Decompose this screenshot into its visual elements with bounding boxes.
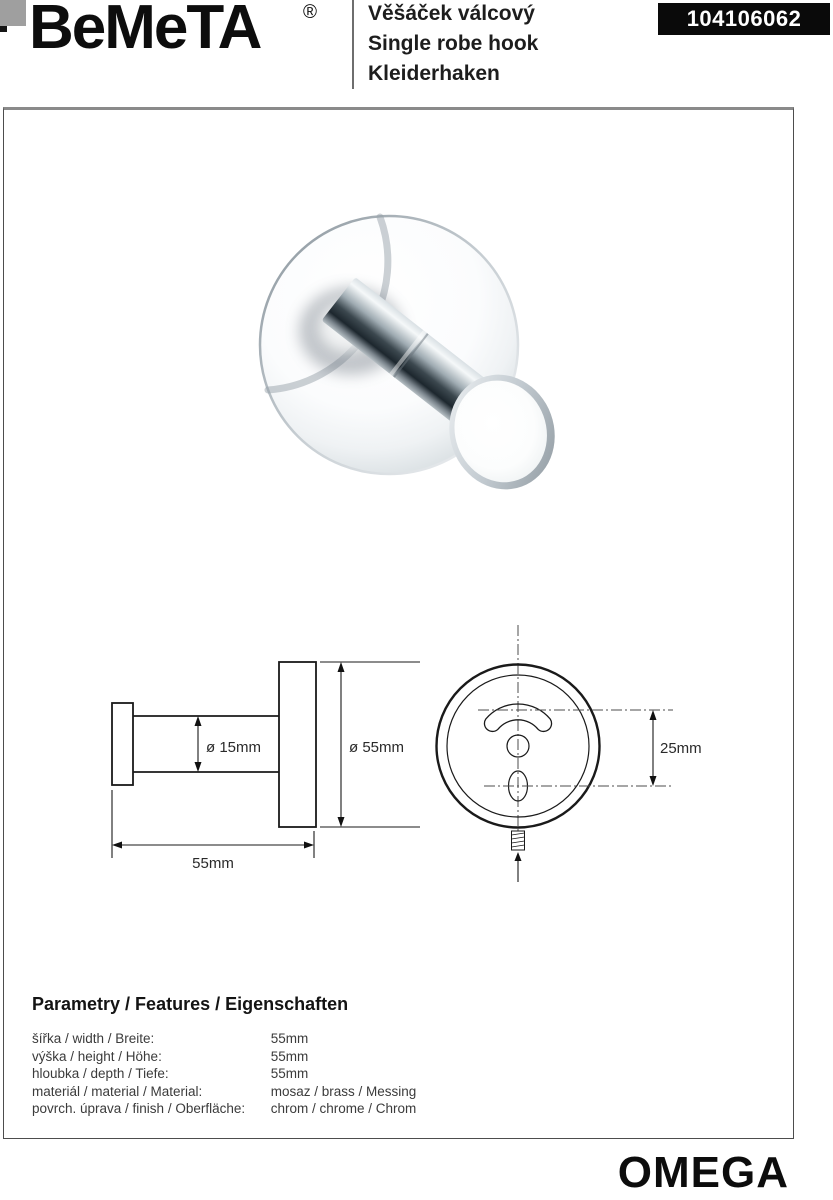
series-name: OMEGA bbox=[617, 1148, 789, 1197]
product-title-de: Kleiderhaken bbox=[368, 62, 500, 85]
technical-drawing bbox=[80, 598, 720, 898]
product-title-cs: Věšáček válcový bbox=[368, 2, 535, 25]
parameter-row-height bbox=[32, 1048, 416, 1066]
parameter-label: materiál / material / Material: bbox=[32, 1083, 203, 1099]
product-photo bbox=[235, 165, 575, 515]
dim-label-rod-diameter: ø 15mm bbox=[206, 739, 262, 756]
registered-trademark-symbol: ® bbox=[303, 2, 317, 23]
product-title-en: Single robe hook bbox=[368, 32, 539, 55]
parameter-row-material bbox=[32, 1083, 416, 1101]
product-code-badge bbox=[658, 3, 830, 35]
parameter-value: 55mm bbox=[270, 1066, 309, 1081]
product-code: 104106062 bbox=[686, 6, 802, 31]
parameters-table bbox=[32, 1030, 416, 1118]
logo-accent-square bbox=[0, 0, 26, 26]
parameter-value: mosaz / brass / Messing bbox=[270, 1083, 417, 1099]
parameter-label: šířka / width / Breite: bbox=[32, 1031, 155, 1046]
parameter-value: 55mm bbox=[270, 1048, 309, 1064]
dimension-arrowheads bbox=[112, 662, 657, 861]
brand-logo: BeMeTA bbox=[29, 0, 261, 62]
parameter-label: výška / height / Höhe: bbox=[32, 1048, 162, 1064]
dim-label-hole-spacing: 25mm bbox=[660, 740, 702, 757]
parameter-row-width bbox=[32, 1030, 416, 1048]
dim-label-plate-diameter: ø 55mm bbox=[349, 739, 405, 756]
parameter-row-depth bbox=[32, 1065, 416, 1083]
product-titles bbox=[368, 0, 538, 89]
header-divider bbox=[352, 0, 354, 89]
parameter-label: hloubka / depth / Tiefe: bbox=[32, 1066, 169, 1081]
front-view bbox=[437, 625, 600, 882]
parameter-value: chrom / chrome / Chrom bbox=[270, 1101, 417, 1116]
parameter-value: 55mm bbox=[270, 1031, 309, 1046]
parameters-heading: Parametry / Features / Eigenschaften bbox=[32, 994, 349, 1014]
logo-accent-mark bbox=[0, 26, 7, 32]
parameter-row-finish bbox=[32, 1100, 416, 1118]
parameter-label: povrch. úprava / finish / Oberfläche: bbox=[32, 1101, 246, 1116]
dim-label-depth: 55mm bbox=[192, 855, 234, 872]
